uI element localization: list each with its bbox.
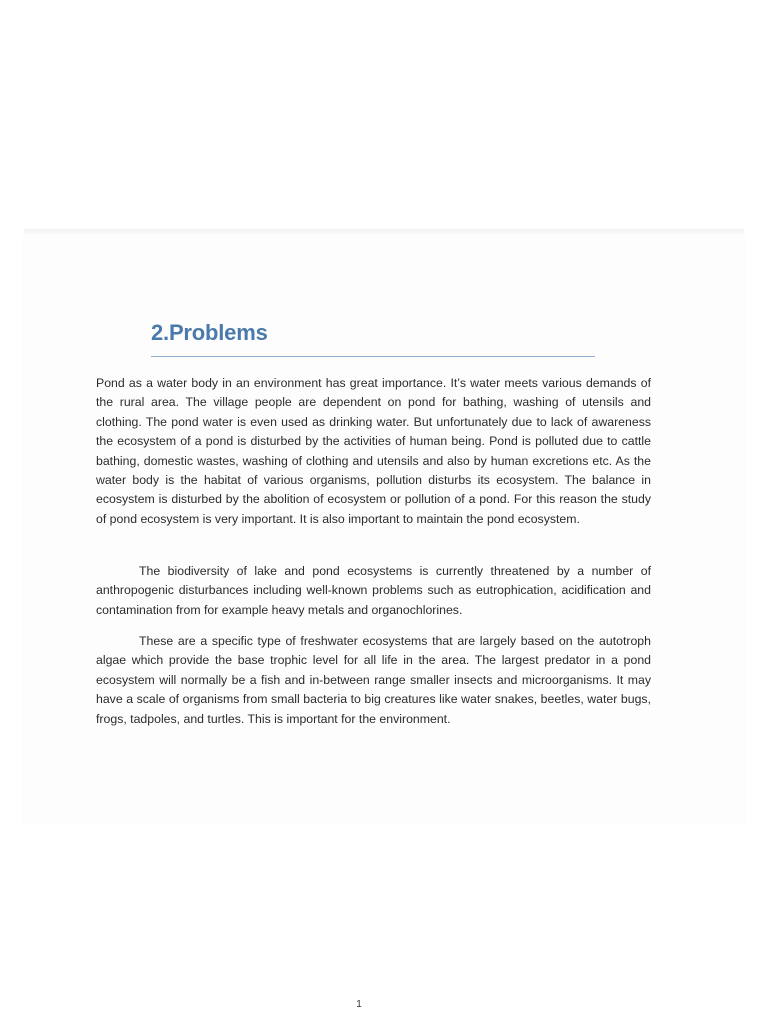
paragraph-biodiversity: The biodiversity of lake and pond ecosystems is currently threatened by a number of anthropogenic disturbances including well-known problems such as eutrophication, acidification and contamination from for example heavy metals and organochlorines. [96, 564, 651, 617]
section-heading: 2.Problems [151, 320, 268, 345]
page-number: 1 [356, 999, 362, 1010]
paragraph-freshwater-ecosystems: These are a specific type of freshwater ecosystems that are largely based on the autotroph algae which provide the base trophic level for all life in the area. The largest predator in a pond ecosystem will normally be a fish and in-between range smaller insects and microorganisms. It may have a scale of organisms from small bacteria to big creatures like water snakes, beetles, water bugs, frogs, tadpoles, and turtles. This is important for the environment. [96, 634, 651, 726]
heading-underline [151, 356, 595, 357]
paragraph-pond-importance: Pond as a water body in an environment has great importance. It’s water meets various demands of the rural area. The village people are dependent on pond for bathing, washing of utensils and clothing. The pond water is even used as drinking water. But unfortunately due to lack of awareness the ecosystem of a pond is disturbed by the activities of human being. Pond is polluted due to cattle bathing, domestic wastes, washing of clothing and utensils and also by human excretions etc. As the water body is the habitat of various organisms, pollution disturbs its ecosystem. The balance in ecosystem is disturbed by the abolition of ecosystem or pollution of a pond. For this reason the study of pond ecosystem is very important. It is also important to maintain the pond ecosystem. [96, 376, 651, 526]
